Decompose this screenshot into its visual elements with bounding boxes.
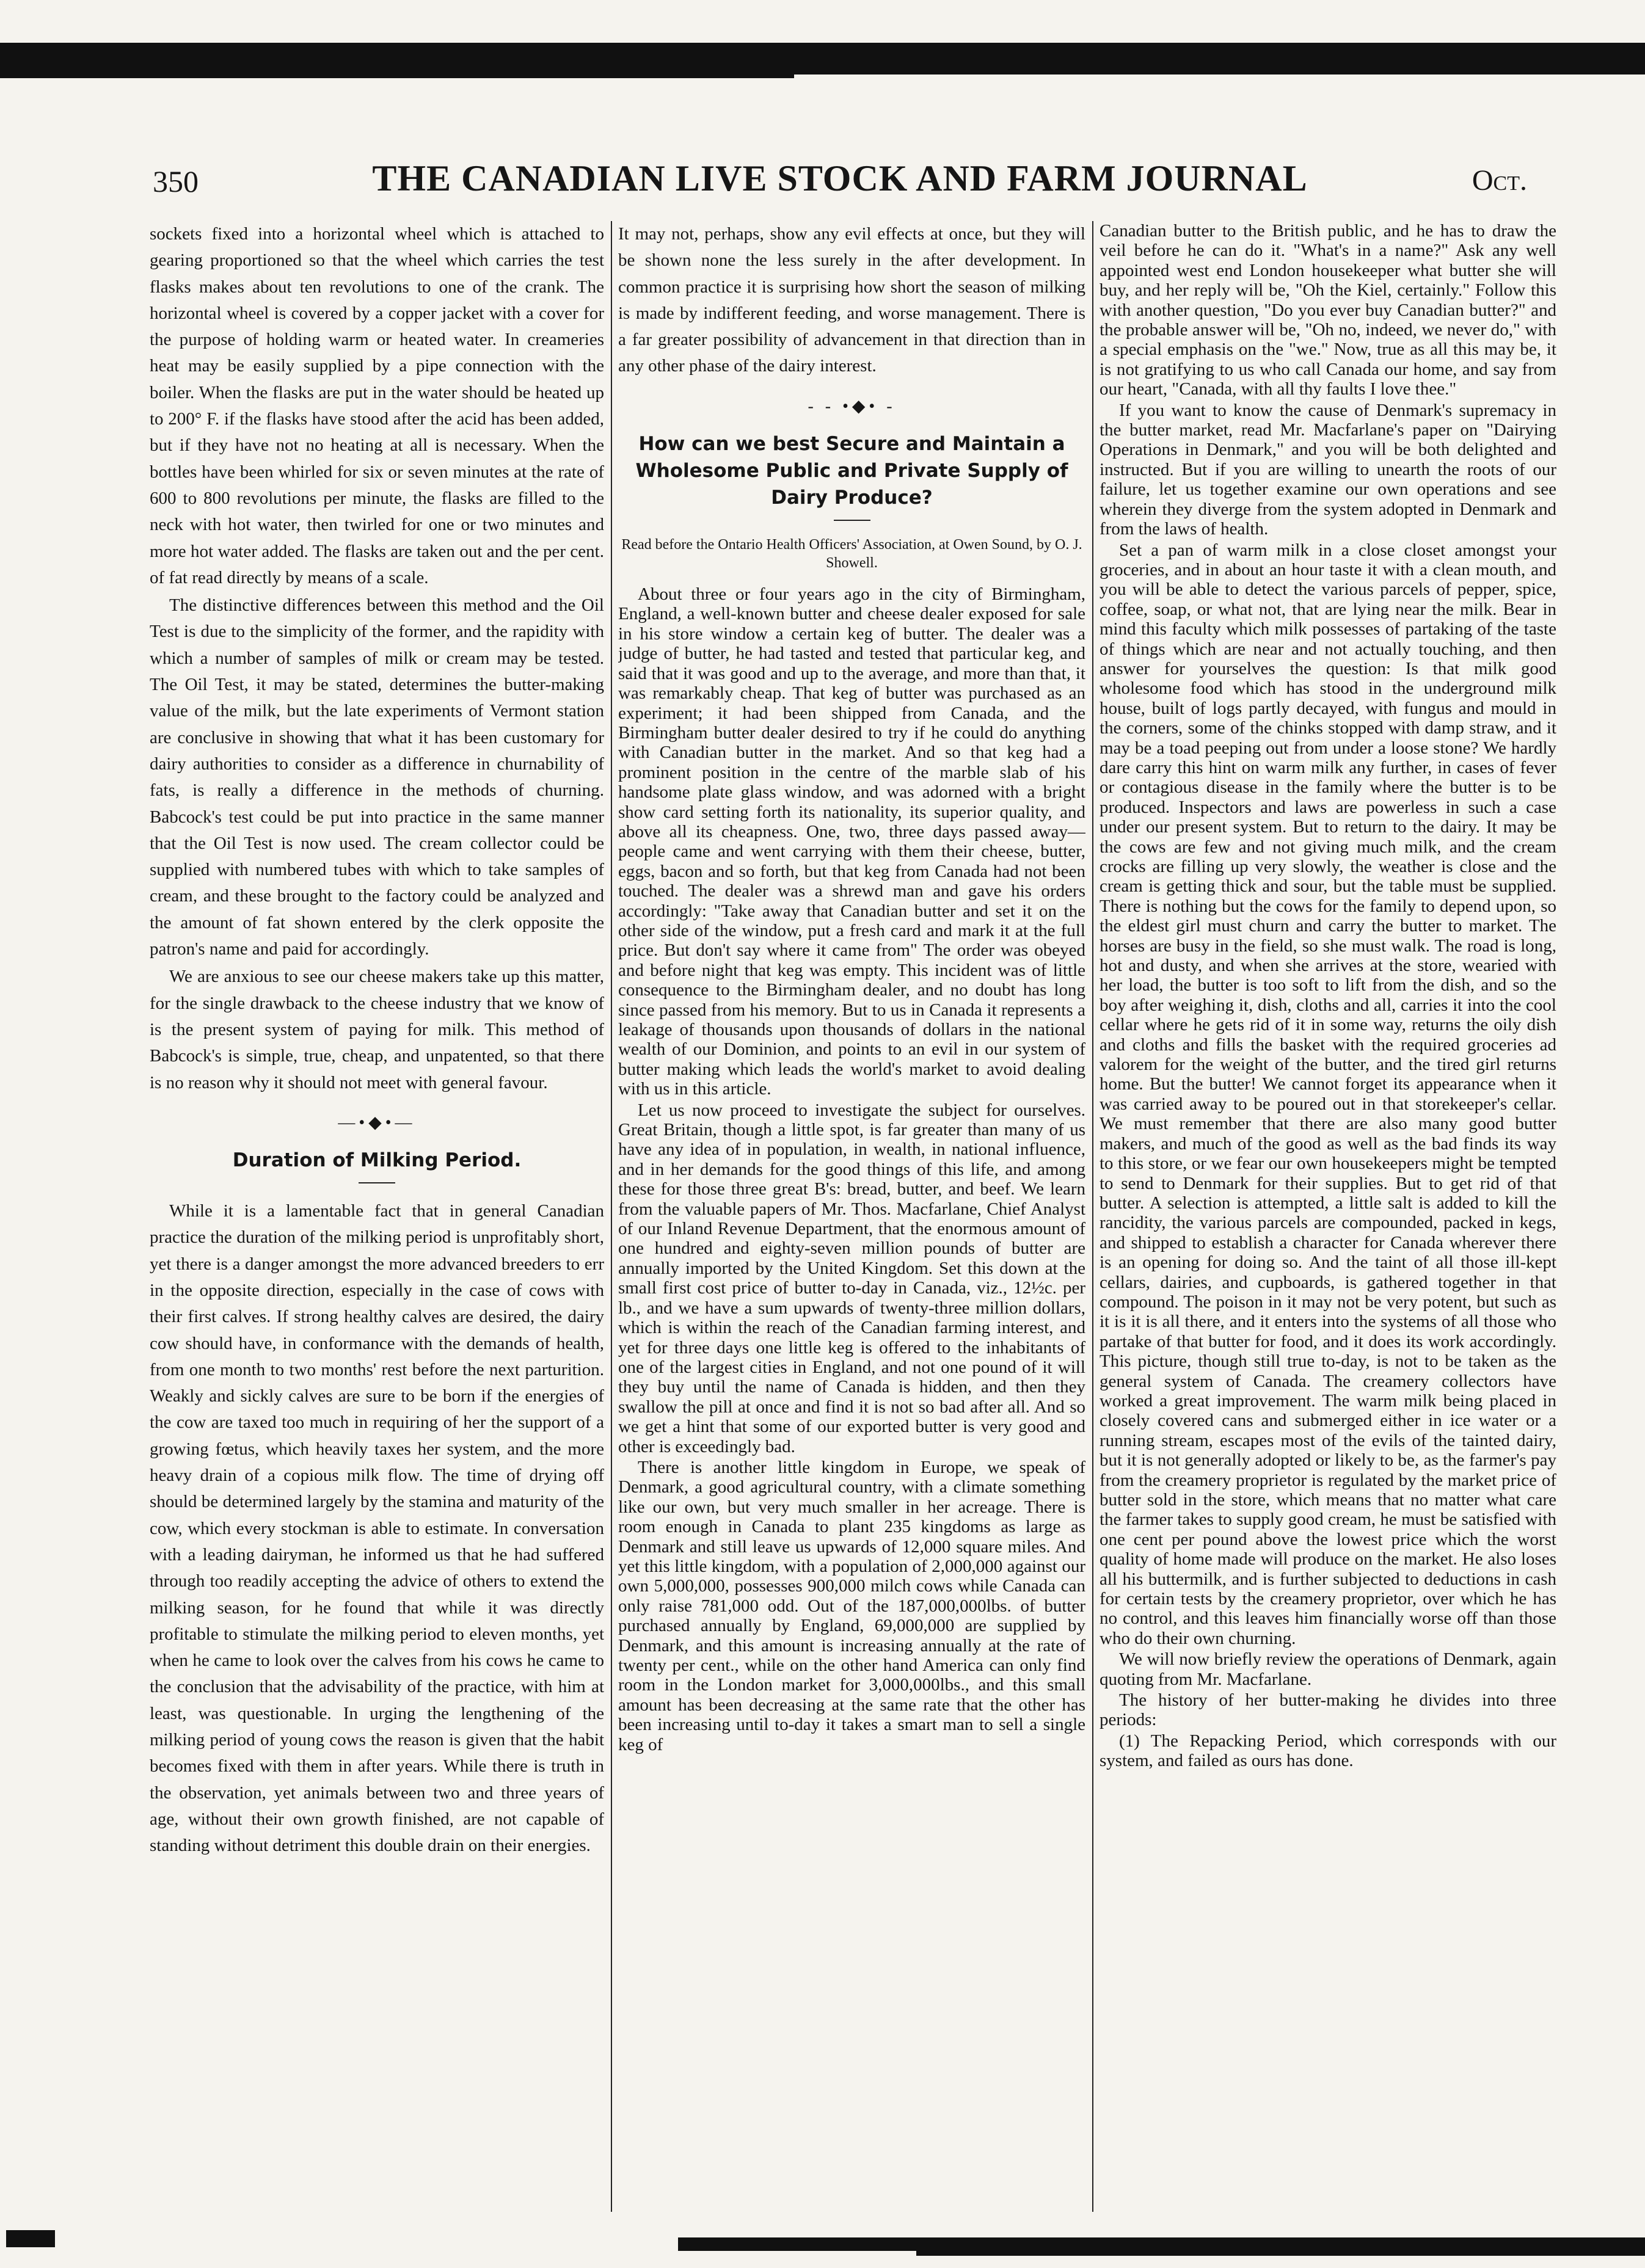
body-paragraph: There is another little kingdom in Europe, we speak of Denmark, a good agricultural country, with a climate something like our own, but very much smaller in her acreage. There is room enough in Canada to plant 235 kingdoms as large as Denmark and still leave us upwards of 12,000 square miles. And yet this little kingdom, with a population of 2,000,000 against our own 5,000,000, possesses 900,000 milch cows while Canada can only raise 781,000 odd. Out of the 187,000,000lbs. of butter purchased annually by England, 69,000,000 are supplied by Denmark, and this amount is increasing annually at the rate of twenty per cent., while on the other hand America can only find room in the London market for 3,000,000lbs., and this small amount has been decreasing at the same rate that the other has been increasing until to-day it takes a smart man to sell a single keg of (618, 1457, 1085, 1754)
page-number: 350 (153, 164, 199, 198)
body-paragraph: If you want to know the cause of Denmark's supremacy in the butter market, read Mr. Macfarlane's paper on "Dairying Operations in Denmark," and you will be both delighted and instructed. But if you are willing to unearth the roots of our failure, let us together examine our own operations and see wherein they diverge from the system adopted in Denmark and from the laws of health. (1100, 400, 1556, 539)
issue-month: Oct. (1472, 164, 1527, 197)
body-paragraph: sockets fixed into a horizontal wheel which is attached to gearing proportioned so that the wheel which carries the test flasks makes about ten revolutions to one of the crank. The horizontal wheel is covered by a copper jacket with a cover for the purpose of holding warm or heated water. In creameries heat may be easily supplied by a pipe connection with the boiler. When the flasks are put in the water should be heated up to 200° F. if the flasks have stood after the acid has been added, but if they have not no heating at all is necessary. When the bottles have been whirled for six or seven minutes at the rate of 600 to 800 revolutions per minute, the flasks are filled to the neck with hot water, then twirled for one or two minutes and more hot water added. The flasks are taken out and the per cent. of fat read directly by means of a scale. (150, 224, 604, 587)
body-paragraph: We will now briefly review the operations of Denmark, again quoting from Mr. Macfarlane. (1100, 1649, 1556, 1689)
body-paragraph: We are anxious to see our cheese makers take up this matter, for the single drawback to the cheese industry that we know of is the present system of paying for milk. This method of Babcock's is simple, true, cheap, and unpatented, so that there is no reason why it should not meet with general favour. (150, 967, 604, 1092)
middle-column (618, 221, 1085, 2193)
body-paragraph: The history of her butter-making he divides into three periods: (1100, 1690, 1556, 1730)
body-paragraph: Let us now proceed to investigate the subject for ourselves. Great Britain, though a little spot, is far greater than many of us have any idea of in population, in wealth, in national influence, and in her demands for the good things of this life, and among these for those three great B's: bread, butter, and beef. We learn from the valuable papers of Mr. Thos. Macfarlane, Chief Analyst of our Inland Revenue Department, that the enormous amount of one hundred and eighty-seven million pounds of butter are annually imported by the United Kingdom. Set this down at the small first cost price of butter to-day in Canada, viz., 12½c. per lb., and we have a sum upwards of twenty-three million dollars, which is within the reach of the Canadian farming interest, and yet for three days one little keg is offered to the inhabitants of one of the largest cities in England, and not one pound of it will they buy until the name of Canada is hidden, and then they swallow the pill at once and find it is not so bad after all. And so we get a hint that some of our exported butter is very good and other is exceedingly bad. (618, 1100, 1085, 1456)
journal-title: THE CANADIAN LIVE STOCK AND FARM JOURNAL (372, 158, 1308, 198)
article-heading: How can we best Secure and Maintain a Wholesome Public and Private Supply of Dairy Produce? (635, 433, 1068, 509)
bottom-edge-scan-bar (678, 2237, 1645, 2251)
section-heading: Duration of Milking Period. (232, 1149, 522, 1172)
bottom-left-scan-mark (6, 2230, 55, 2247)
ornamental-divider: - - •◆• - (808, 396, 896, 416)
ornamental-divider: —•◆•— (338, 1113, 416, 1132)
right-column (1100, 221, 1556, 2193)
heading-rule (359, 1182, 395, 1183)
column-divider (1092, 221, 1093, 2212)
page-header (147, 158, 1533, 200)
article-byline: Read before the Ontario Health Officers' Association, at Owen Sound, by O. J. Showell. (621, 537, 1082, 572)
body-paragraph: The distinctive differences between this method and the Oil Test is due to the simplicity of the former, and the rapidity with which a number of samples of milk or cream may be tested. The Oil Test, it may be stated, determines the butter-making value of the milk, but the late experiments of Vermont station are conclusive in showing that what it has been customary for dairy authorities to consider as a difference in churnability of fats, is really a difference in the methods of churning. Babcock's test could be put into practice in the same manner that the Oil Test is now used. The cream collector could be supplied with numbered tubes with which to take samples of cream, and these brought to the factory could be analyzed and the amount of fat shown entered by the clerk opposite the patron's name and paid for accordingly. (150, 595, 604, 959)
left-column (150, 221, 604, 2090)
top-edge-scan-shadow (0, 66, 794, 78)
heading-rule (834, 520, 870, 521)
body-paragraph: It may not, perhaps, show any evil effects at once, but they will be shown none the less surely in the after development. In common practice it is surprising how short the season of milking is made by indifferent feeding, and worse management. There is a far greater possibility of advancement in that direction than in any other phase of the dairy interest. (618, 224, 1085, 376)
body-paragraph: (1) The Repacking Period, which corresponds with our system, and failed as ours has done. (1100, 1731, 1556, 1771)
body-paragraph: While it is a lamentable fact that in general Canadian practice the duration of the milking period is unprofitably short, yet there is a danger amongst the more advanced breeders to err in the opposite direction, especially in the case of cows with their first calves. If strong healthy calves are desired, the dairy cow should have, in conformance with the demands of health, from one month to two months' rest before the next parturition. Weakly and sickly calves are sure to be born if the energies of the cow are taxed too much in requiring of her the support of a growing fœtus, which heavily taxes her system, and the more heavy drain of a copious milk flow. The time of drying off should be determined largely by the stamina and maturity of the cow, which every stockman is able to estimate. In conversation with a leading dairyman, he informed us that he had suffered through too readily accepting the advice of others to extend the milking season, for he found that while it was directly profitable to stimulate the milking period to eleven months, yet when he came to look over the calves from his cows he came to the conclusion that the advisability of the practice, with him at least, was questionable. In urging the lengthening of the milking period of young cows the reason is given that the habit becomes fixed with them in after years. While there is truth in the observation, yet animals between two and three years of age, without their own growth finished, are not capable of standing without detriment this double drain on their energies. (150, 1201, 604, 1856)
body-paragraph: About three or four years ago in the city of Birmingham, England, a well-known butter and cheese dealer exposed for sale in his store window a certain keg of butter. The dealer was a judge of butter, he had tasted and tested that particular keg, and said that it was good and up to the average, and more than that, it was remarkably cheap. That keg of butter was purchased as an experiment; it had been shipped from Canada, and the Birmingham butter dealer desired to try if he could do anything with Canadian butter in the market. And so that keg had a prominent position in the centre of the marble slab of his handsome plate glass window, and was adorned with a bright show card setting forth its nationality, its superior quality, and above all its cheapness. One, two, three days passed away—people came and went carrying with them their cheese, butter, eggs, bacon and so forth, but that keg from Canada had not been touched. The dealer was a shrewd man and gave his orders accordingly: "Take away that Canadian butter and set it on the other side of the window, put a fresh card and mark it at the full price. But don't say where it came from" The order was obeyed and before night that keg was empty. This incident was of little consequence to the Birmingham dealer, and no doubt has long since passed from his memory. But to us in Canada it represents a leakage of thousands upon thousands of dollars in the national wealth of our Dominion, and points to an evil in our system of butter making which leads the world's market to avoid dealing with us in this article. (618, 584, 1085, 1099)
column-divider (611, 221, 612, 2212)
body-paragraph: Canadian butter to the British public, and he has to draw the veil before he can do it. "What's in a name?" Ask any well appointed west end London housekeeper what butter she will buy, and her reply will be, "Oh the Kiel, certainly." Follow this with another question, "Do you ever buy Canadian butter?" and the probable answer will be, "Oh no, indeed, we never do," with a special emphasis on the "we." Now, true as all this may be, it is not gratifying to us who call Canada our home, and say from our heart, "Canada, with all thy faults I love thee." (1100, 221, 1556, 399)
bottom-edge-scan-shadow (916, 2251, 1645, 2256)
body-paragraph: Set a pan of warm milk in a close closet amongst your groceries, and in about an hour taste it with a clean mouth, and you will be able to detect the various parcels of pepper, spice, coffee, soap, or what not, that are lying near the milk. Bear in mind this faculty which milk possesses of partaking of the taste of things which are near and not actually touching, and then answer for yourselves the question: Is that milk good wholesome food which has stood in the underground milk house, built of logs partly decayed, with fungus and mould in the corners, some of the chinks stopped with damp straw, and it may be a toad peeping out from under a loose stone? We hardly dare carry this hint on warm milk any further, in cases of fever or contagious disease in the family where the butter is to be produced. Inspectors and laws are powerless in such a case under our present system. But to return to the dairy. It may be the cows are few and not giving much milk, and the cream crocks are filling up very slowly, the weather is close and the cream is getting thick and sour, but the table must be supplied. There is nothing but the cows for the family to depend upon, so the eldest girl must churn and carry the butter to market. The horses are busy in the field, so she must walk. The road is long, hot and dusty, and when she arrives at the store, wearied with her load, the butter is too soft to lift from the dish, and so the boy after weighing it, dish, cloths and all, carries it into the cool cellar where he gets rid of it in some way, returns the oily dish and cloths and fills the basket with the required groceries ad valorem for the weight of the butter, and the tired girl returns home. But the butter! We cannot forget its appearance when it was carried away to be poured out in that storekeeper's cellar. We must remember that there are also many good butter makers, and much of the good as well as the bad finds its way to this store, or we fear our own housekeepers might be tempted to send to Denmark for their supplies. But to get rid of that butter. A selection is attempted, a little salt is added to kill the rancidity, the various parcels are compounded, packed in kegs, and shipped to establish a character for Canada wherever there is an opening for doing so. And the taint of all those ill-kept cellars, dairies, and cupboards, is gathered together in that compound. The poison in it may not be very potent, but such as it is it is all there, and it enters into the systems of all those who partake of that butter for food, and it does its work accordingly. This picture, though still true to-day, is not to be taken as the general system of Canada. The creamery collectors have worked a great improvement. The warm milk being placed in closely covered cans and submerged either in ice water or a running stream, escapes most of the evils of the tainted dairy, but it is not generally adopted or likely to be, as the farmer's pay from the creamery proprietor is regulated by the market price of butter sold in the store, which means that no matter what care the farmer takes to supply good cream, he must be satisfied with one cent per pound above the lowest price which the worst quality of home made will produce on the market. He also loses all his buttermilk, and is further subjected to deductions in cash for certain tests by the creamery proprietor, over which he has no control, and this leaves him financially worse off than those who do their own churning. (1100, 540, 1556, 1648)
